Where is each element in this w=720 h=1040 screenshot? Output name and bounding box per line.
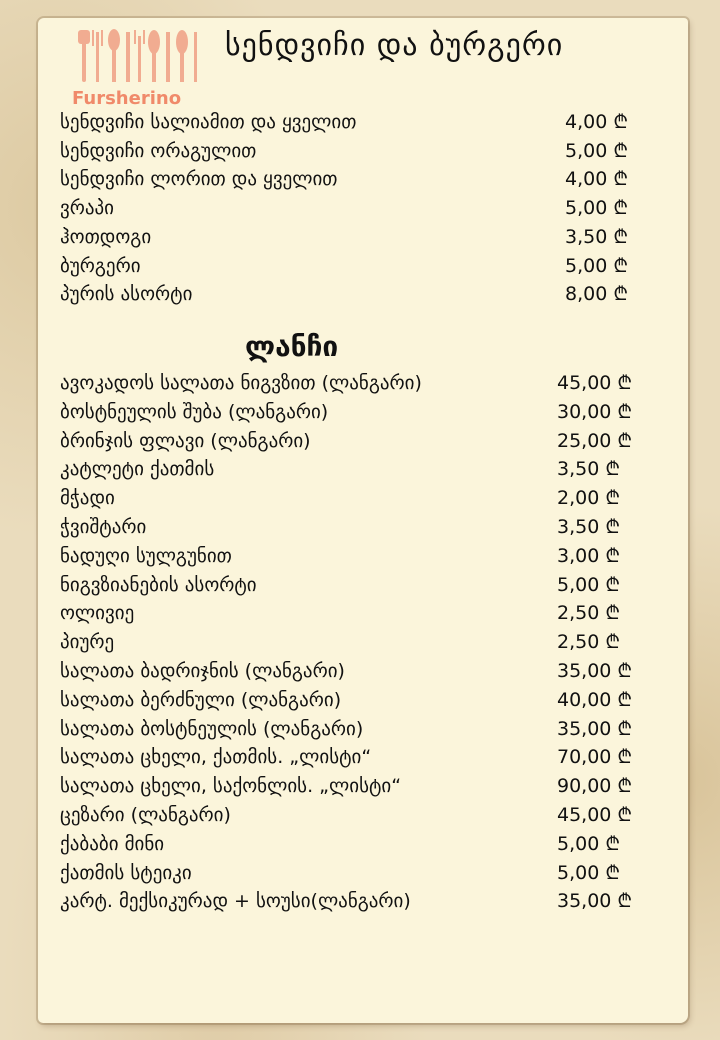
menu-item-price: 5,00 ₾ — [557, 832, 620, 855]
menu-item-name: ბურგერი — [60, 254, 141, 277]
menu-item — [60, 801, 660, 829]
menu-item-price: 35,00 ₾ — [557, 717, 633, 740]
menu-item-price: 45,00 ₾ — [557, 372, 633, 394]
menu-item-price: 40,00 ₾ — [557, 688, 633, 711]
menu-item-name: სენდვიჩი სალიამით და ყველით — [60, 111, 357, 133]
menu-item — [60, 830, 660, 858]
menu-item-price: 35,00 ₾ — [557, 660, 633, 682]
menu-item — [60, 686, 660, 714]
menu-item — [60, 455, 660, 483]
menu-item — [60, 599, 660, 627]
menu-item-price: 4,00 ₾ — [565, 168, 628, 191]
menu-item-name: მჭადი — [60, 487, 115, 510]
menu-item — [60, 571, 660, 599]
menu-item-name: ბრინჯის ფლავი (ლანგარი) — [60, 429, 311, 452]
menu-item-price: 5,00 ₾ — [565, 254, 628, 277]
menu-item-price: 2,50 ₾ — [557, 602, 620, 625]
menu-item-name: სალათა ცხელი, საქონლის. „ლისტი“ — [60, 775, 402, 798]
menu-item-price: 3,00 ₾ — [557, 544, 620, 567]
menu-item-price: 3,50 ₾ — [557, 458, 620, 481]
menu-item-price: 35,00 ₾ — [557, 890, 633, 913]
menu-item-price: 5,00 ₾ — [557, 573, 620, 596]
menu-item-price: 4,00 ₾ — [565, 111, 628, 133]
menu-item — [60, 484, 660, 512]
menu-item-name: ცეზარი (ლანგარი) — [60, 804, 231, 826]
menu-item-name: სენდვიჩი ორაგულით — [60, 139, 257, 162]
menu-item — [60, 252, 660, 280]
menu-item-name: ჰოთდოგი — [60, 225, 152, 248]
menu-item — [60, 772, 660, 800]
menu-item — [60, 280, 660, 308]
menu-item — [60, 427, 660, 455]
menu-item-name: ნიგვზიანების ასორტი — [60, 573, 257, 596]
menu-item-name: ვრაპი — [60, 197, 114, 220]
menu-item-price: 25,00 ₾ — [557, 429, 633, 452]
menu-item-name: პურის ასორტი — [60, 283, 193, 306]
menu-item — [60, 715, 660, 743]
menu-item — [60, 513, 660, 541]
menu-item-price: 90,00 ₾ — [557, 775, 633, 798]
menu-item — [60, 628, 660, 656]
menu-item-price: 5,00 ₾ — [557, 861, 620, 884]
menu-item-price: 3,50 ₾ — [557, 516, 620, 538]
menu-item — [60, 165, 660, 193]
menu-item-price: 70,00 ₾ — [557, 746, 633, 769]
menu-item-name: სალათა ცხელი, ქათმის. „ლისტი“ — [60, 746, 372, 769]
menu-item-name: ჭვიშტარი — [60, 516, 147, 538]
section-title-lunch: ლანჩი — [245, 330, 339, 363]
logo-text: Fursherino — [72, 88, 182, 109]
menu-item — [60, 108, 660, 136]
menu-item-name: ბოსტნეულის შუბა (ლანგარი) — [60, 400, 329, 423]
menu-item-price: 2,50 ₾ — [557, 631, 620, 654]
menu-item-price: 5,00 ₾ — [565, 139, 628, 162]
menu-item-name: ქაბაბი მინი — [60, 832, 165, 855]
menu-item-price: 5,00 ₾ — [565, 197, 628, 220]
menu-item-name: კარტ. მექსიკურად + სოუსი(ლანგარი) — [60, 890, 411, 913]
menu-item-name: კატლეტი ქათმის — [60, 458, 215, 481]
menu-item — [60, 657, 660, 685]
menu-item-name: სენდვიჩი ლორით და ყველით — [60, 168, 338, 191]
menu-item-name: ავოკადოს სალათა ნიგვზით (ლანგარი) — [60, 372, 422, 394]
menu-item — [60, 223, 660, 251]
menu-item — [60, 194, 660, 222]
menu-item — [60, 137, 660, 165]
menu-item-price: 30,00 ₾ — [557, 400, 633, 423]
menu-item — [60, 369, 660, 397]
menu-item — [60, 542, 660, 570]
menu-item-name: პიურე — [60, 631, 115, 654]
menu-item-price: 2,00 ₾ — [557, 487, 620, 510]
menu-item-name: სალათა ბადრიჯნის (ლანგარი) — [60, 660, 345, 682]
menu-item — [60, 887, 660, 915]
menu-item — [60, 743, 660, 771]
menu-item-price: 3,50 ₾ — [565, 225, 628, 248]
menu-item-name: ნადუღი სულგუნით — [60, 544, 232, 567]
menu-item-name: სალათა ბოსტნეულის (ლანგარი) — [60, 717, 364, 740]
page-title: სენდვიჩი და ბურგერი — [225, 28, 564, 63]
menu-item-name: ქათმის სტეიკი — [60, 861, 192, 884]
menu-item-name: ოლივიე — [60, 602, 135, 625]
menu-item-price: 8,00 ₾ — [565, 283, 628, 306]
menu-item — [60, 859, 660, 887]
menu-item-price: 45,00 ₾ — [557, 804, 633, 826]
menu-item — [60, 398, 660, 426]
menu-item-name: სალათა ბერძნული (ლანგარი) — [60, 688, 342, 711]
